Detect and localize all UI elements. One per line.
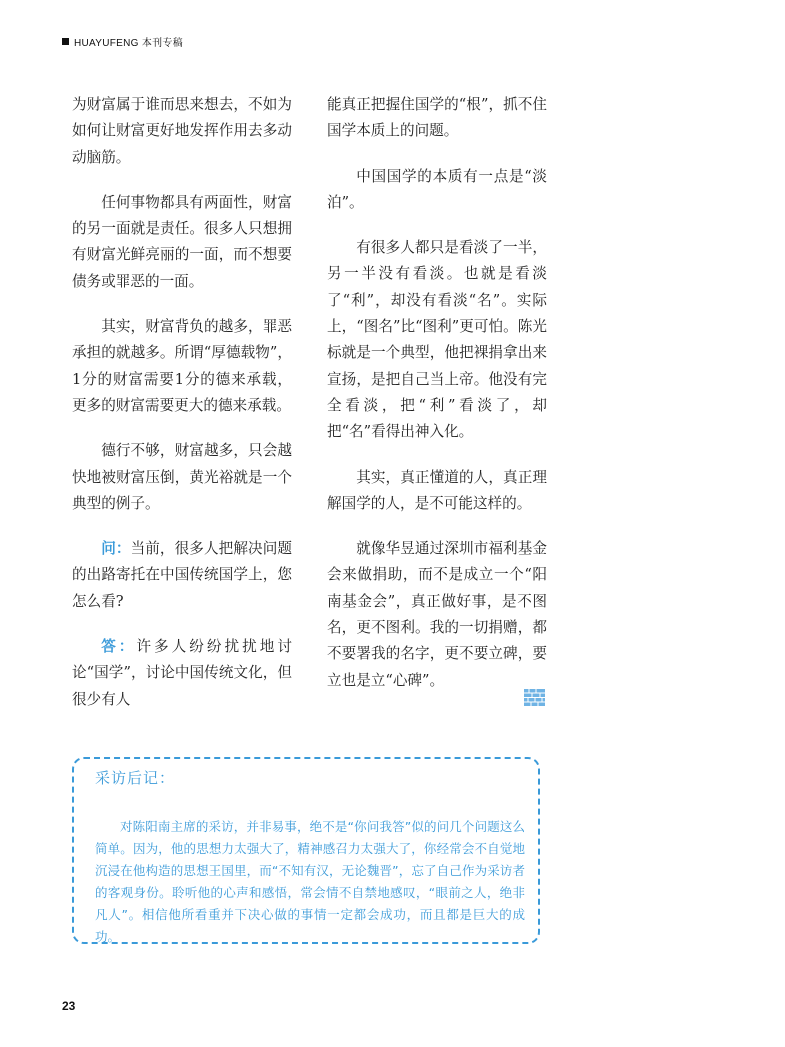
answer-label: 答： xyxy=(101,638,137,656)
afterword-body: 对陈阳南主席的采访，并非易事，绝不是“你问我答”似的问几个问题这么简单。因为，他的思想力太强大了，精神感召力太强大了，你经常会不自觉地沉浸在他构造的思想王国里，而“不知有汉，无论魏晋”，忘了自己作为采访者的客观身份。聆听他的心声和感悟，常会情不自禁地感叹，“眼前之人，绝非凡人”。相信他所看重并下决心做的事情一定都会成功，而且都是巨大的成功。 xyxy=(95,819,525,944)
paragraph: 中国国学的本质有一点是“淡泊”。 xyxy=(327,167,547,211)
paragraph: 为财富属于谁而思来想去，不如为如何让财富更好地发挥作用去多动动脑筋。 xyxy=(72,96,292,166)
paragraph: 任何事物都具有两面性，财富的另一面就是责任。很多人只想拥有财富光鲜亮丽的一面，而不想要债务或罪恶的一面。 xyxy=(72,193,292,290)
paragraph: 有很多人都只是看淡了一半，另一半没有看淡。也就是看淡了“利”，却没有看淡“名”。实际上，“图名”比“图利”更可怕。陈光标就是一个典型，他把裸捐拿出来宣扬，是把自己当上帝。他没有完全看淡，把“利”看淡了，却把“名”看得出神入化。 xyxy=(327,239,547,441)
question-label: 问： xyxy=(101,540,131,558)
answer-paragraph xyxy=(72,634,292,713)
paragraph: 德行不够，财富越多，只会越快地被财富压倒，黄光裕就是一个典型的例子。 xyxy=(72,442,292,512)
answer-text: 许多人纷纷扰扰地讨论“国学”，讨论中国传统文化，但很少有人 xyxy=(72,638,292,708)
afterword-box xyxy=(72,757,540,944)
right-column xyxy=(327,92,547,713)
left-column xyxy=(72,92,292,732)
header-text: HUAYUFENG 本刊专稿 xyxy=(74,37,184,49)
header-square-icon xyxy=(62,38,69,45)
question-text: 当前，很多人把解决问题的出路寄托在中国传统国学上，您怎么看? xyxy=(72,540,292,610)
paragraph: 其实，财富背负的越多，罪恶承担的就越多。所谓“厚德载物”，1分的财富需要1分的德来承载，更多的财富需要更大的德来承载。 xyxy=(72,318,292,414)
paragraph: 其实，真正懂道的人，真正理解国学的人，是不可能这样的。 xyxy=(327,468,547,512)
question-paragraph xyxy=(72,536,292,615)
paragraph: 能真正把握住国学的“根”，抓不住国学本质上的问题。 xyxy=(327,96,547,140)
article-end-icon xyxy=(524,689,545,706)
page-number: 23 xyxy=(62,999,76,1013)
paragraph: 就像华昱通过深圳市福利基金会来做捐助，而不是成立一个“阳南基金会”，真正做好事，是不图名，更不图利。我的一切捐赠，都不要署我的名字，更不要立碑，要立也是立“心碑”。 xyxy=(327,540,547,689)
running-header xyxy=(62,34,183,48)
afterword-title: 采访后记： xyxy=(95,769,176,787)
